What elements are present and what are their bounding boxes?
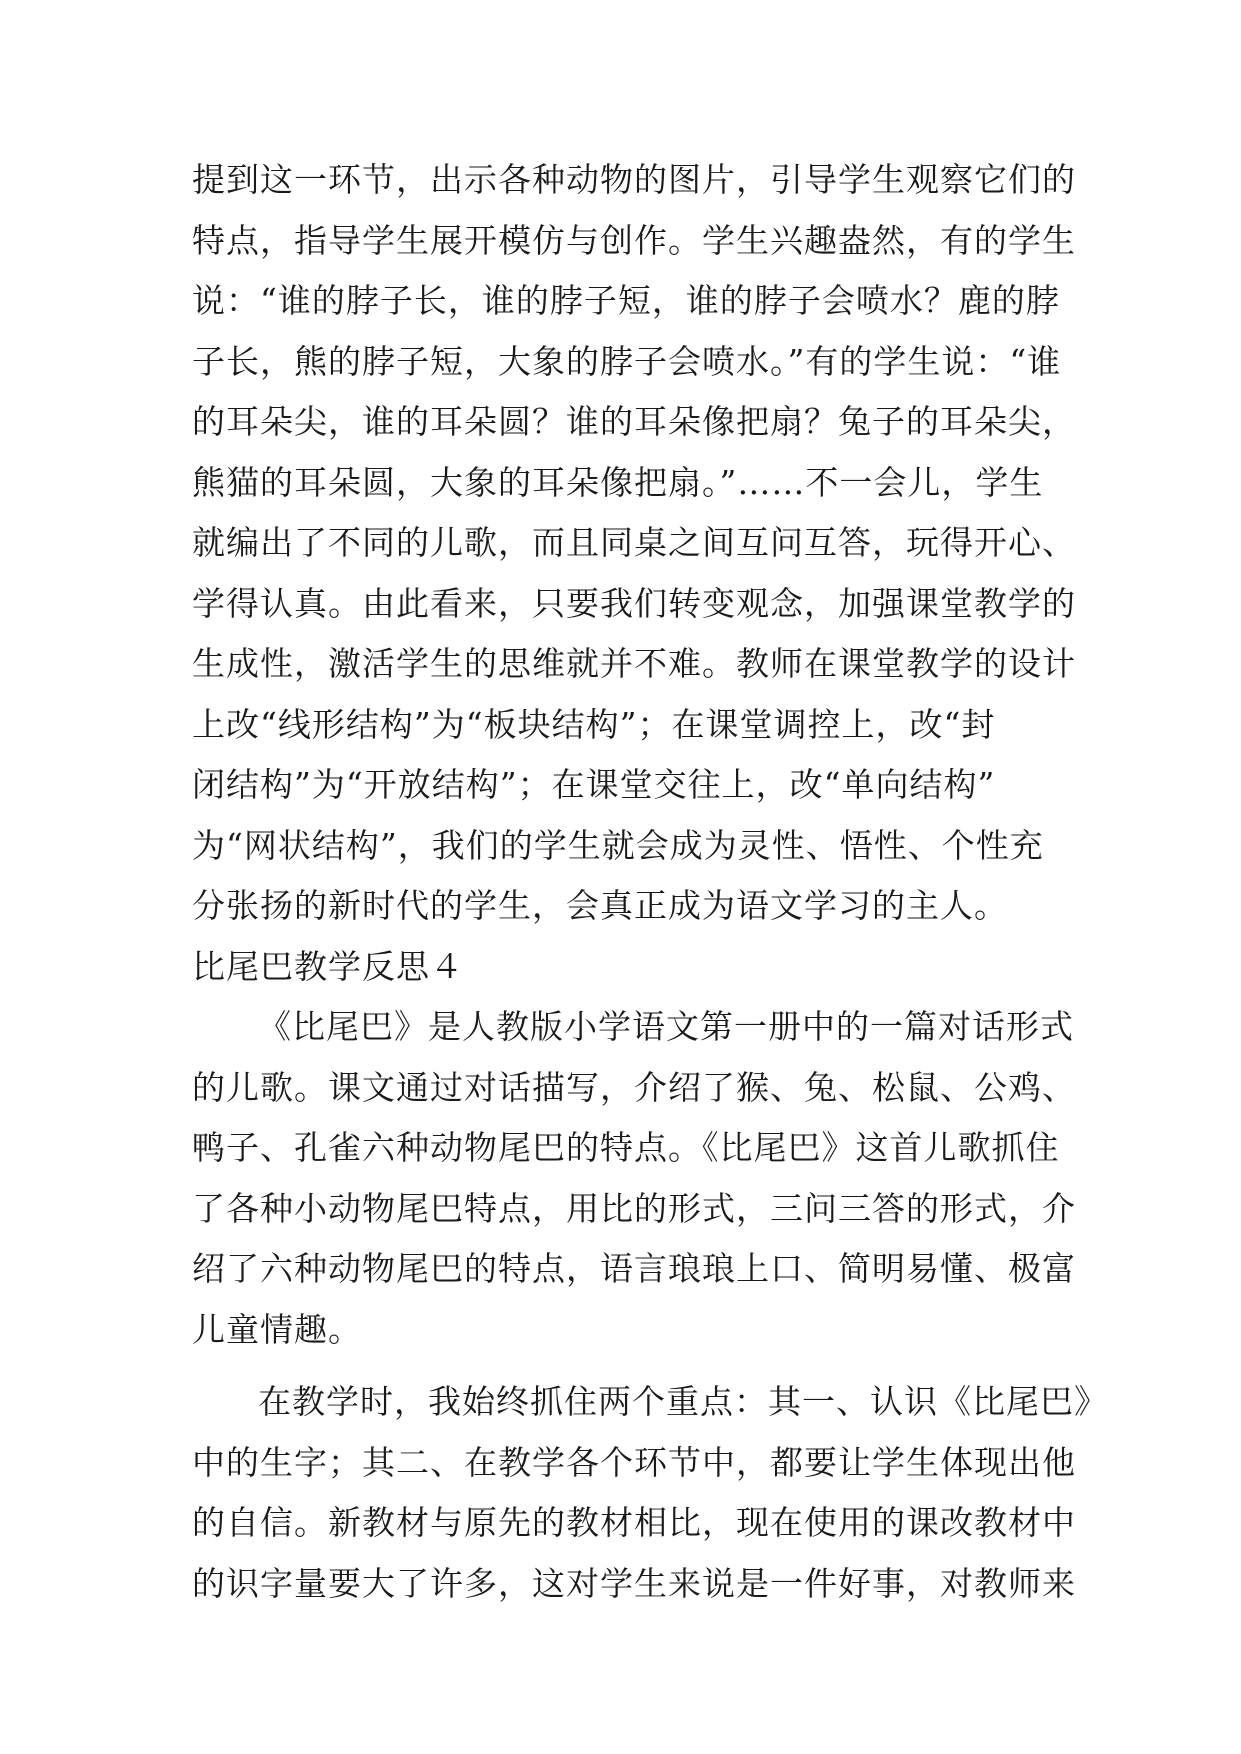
- text-line: 上改“线形结构”为“板块结构”；在课堂调控上，改“封: [192, 704, 996, 744]
- text-line: 中的生字；其二、在教学各个环节中，都要让学生体现出他: [192, 1442, 1076, 1482]
- paragraph-2: [192, 997, 1076, 1360]
- text-line: 为“网状结构”，我们的学生就会成为灵性、悟性、个性充: [192, 825, 1044, 865]
- text-line: 熊猫的耳朵圆，大象的耳朵像把扇。”……不一会儿，学生: [192, 462, 1044, 502]
- paragraph-gap: [192, 1360, 1072, 1372]
- text-line: 闭结构”为“开放结构”；在课堂交往上，改“单向结构”: [192, 765, 996, 804]
- document-body: [192, 150, 1108, 1614]
- text-line: 学得认真。由此看来，只要我们转变观念，加强课堂教学的: [192, 583, 1076, 623]
- text-line: 在教学时，我始终抓住两个重点：其一、认识《比尾巴》: [258, 1382, 1108, 1421]
- paragraph-3: [192, 1372, 1108, 1614]
- text-line: 的自信。新教材与原先的教材相比，现在使用的课改教材中: [192, 1503, 1076, 1542]
- text-line: 说：“谁的脖子长，谁的脖子短，谁的脖子会喷水？鹿的脖: [192, 281, 1060, 320]
- paragraph-1: [192, 150, 1076, 937]
- text-line: 了各种小动物尾巴特点，用比的形式，三问三答的形式，介: [192, 1188, 1076, 1228]
- text-line: 《比尾巴》是人教版小学语文第一册中的一篇对话形式: [258, 1007, 1074, 1046]
- text-line: 绍了六种动物尾巴的特点，语言琅琅上口、简明易懂、极富: [192, 1249, 1076, 1288]
- text-line: 生成性，激活学生的思维就并不难。教师在课堂教学的设计: [192, 644, 1076, 683]
- text-line: 就编出了不同的儿歌，而且同桌之间互问互答，玩得开心、: [192, 523, 1076, 562]
- section-title: 比尾巴教学反思４: [192, 946, 464, 986]
- text-line: 的耳朵尖，谁的耳朵圆？谁的耳朵像把扇？兔子的耳朵尖，: [192, 402, 1076, 441]
- text-line: 鸭子、孔雀六种动物尾巴的特点。《比尾巴》这首儿歌抓住: [192, 1128, 1060, 1167]
- text-line: 特点，指导学生展开模仿与创作。学生兴趣盎然，有的学生: [192, 220, 1076, 260]
- text-line: 的儿歌。课文通过对话描写，介绍了猴、兔、松鼠、公鸡、: [192, 1067, 1076, 1107]
- text-line: 儿童情趣。: [192, 1309, 362, 1349]
- text-line: 分张扬的新时代的学生，会真正成为语文学习的主人。: [192, 886, 1008, 925]
- text-line: 子长，熊的脖子短，大象的脖子会喷水。”有的学生说：“谁: [192, 341, 1062, 381]
- text-line: 提到这一环节，出示各种动物的图片，引导学生观察它们的: [192, 160, 1076, 199]
- text-line: 的识字量要大了许多，这对学生来说是一件好事，对教师来: [192, 1563, 1076, 1603]
